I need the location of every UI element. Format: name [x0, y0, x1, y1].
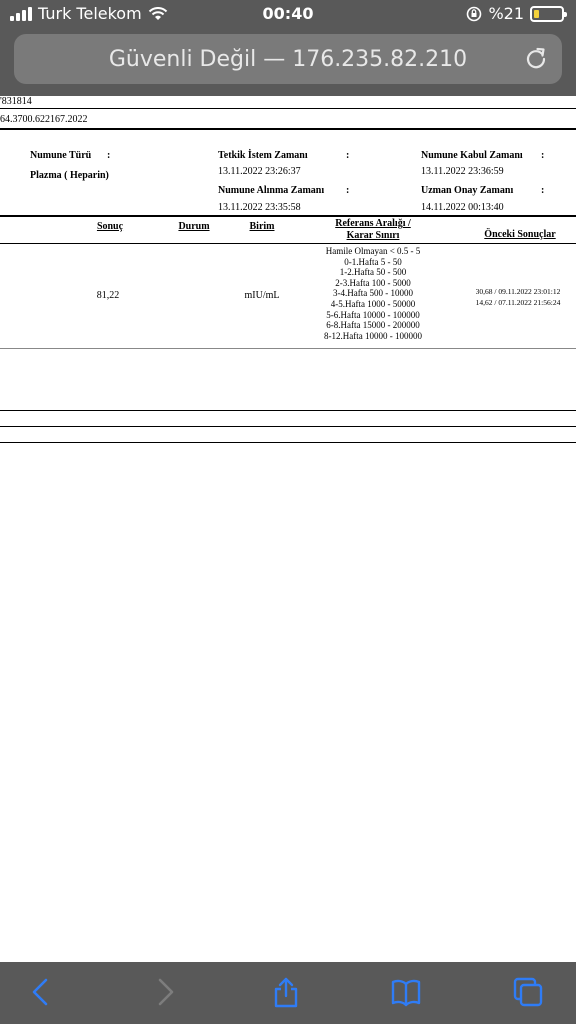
browser-toolbar	[0, 962, 576, 1024]
battery-icon	[530, 6, 564, 22]
approval-time-label: Uzman Onay Zamanı	[421, 185, 514, 196]
reference-line: 2-3.Hafta 100 - 5000	[335, 277, 411, 288]
sample-number-line: 64.3700.622167.2022	[0, 114, 88, 125]
col-header-previous: Önceki Sonuçlar	[484, 229, 556, 240]
request-time-label: Tetkik İstem Zamanı	[218, 150, 308, 161]
previous-result-line: 30,68 / 09.11.2022 23:01:12	[475, 287, 561, 296]
result-value: 81,22	[96, 290, 120, 301]
divider	[0, 243, 576, 244]
address-bar-title: Güvenli Değil — 176.235.82.210	[108, 46, 468, 72]
accept-time-label: Numune Kabul Zamanı	[421, 150, 523, 161]
status-bar	[0, 4, 576, 26]
bookmarks-icon[interactable]	[390, 976, 422, 1008]
reference-line: Hamile Olmayan < 0.5 - 5	[325, 246, 421, 256]
carrier-name: Turk Telekom	[38, 4, 142, 23]
divider	[0, 108, 576, 109]
divider	[0, 215, 576, 217]
share-icon[interactable]	[270, 976, 302, 1008]
reference-line: 6-8.Hafta 15000 - 200000	[326, 320, 420, 331]
colon: :	[107, 150, 111, 161]
address-bar[interactable]	[14, 34, 562, 84]
clock: 00:40	[262, 4, 314, 23]
colon: :	[346, 185, 350, 196]
col-header-unit: Birim	[249, 221, 275, 232]
sample-type-value: Plazma ( Heparin)	[30, 170, 109, 181]
back-icon[interactable]	[26, 976, 58, 1008]
col-header-status: Durum	[178, 221, 210, 232]
divider	[0, 348, 576, 349]
previous-results	[462, 286, 574, 308]
battery-percent: %21	[488, 4, 524, 23]
divider	[0, 442, 576, 443]
request-time-value: 13.11.2022 23:26:37	[218, 166, 301, 177]
tabs-icon[interactable]	[512, 976, 544, 1008]
colon: :	[346, 150, 350, 161]
reference-range-list	[300, 246, 446, 341]
divider	[0, 128, 576, 130]
divider	[0, 410, 576, 411]
colon: :	[541, 185, 545, 196]
reference-line: 8-12.Hafta 10000 - 100000	[324, 330, 422, 341]
reference-line: 4-5.Hafta 1000 - 50000	[330, 298, 416, 309]
lab-report-page	[0, 96, 576, 962]
divider	[0, 426, 576, 427]
report-id-line: '831814	[0, 96, 32, 107]
colon: :	[541, 150, 545, 161]
reload-icon[interactable]	[524, 46, 548, 70]
collection-time-label: Numune Alınma Zamanı	[218, 185, 325, 196]
reference-line: 0-1.Hafta 5 - 50	[344, 256, 402, 267]
browser-top-chrome	[0, 0, 576, 96]
sample-type-label: Numune Türü	[30, 150, 92, 161]
reference-line: 5-6.Hafta 10000 - 100000	[326, 309, 420, 320]
status-right	[466, 4, 564, 23]
unit-value: mIU/mL	[244, 290, 280, 301]
previous-result-line: 14,62 / 07.11.2022 21:56:24	[475, 298, 561, 307]
reference-line: 1-2.Hafta 50 - 500	[339, 267, 407, 278]
orientation-lock-icon	[466, 6, 482, 22]
col-header-result: Sonuç	[96, 221, 124, 232]
accept-time-value: 13.11.2022 23:36:59	[421, 166, 504, 177]
approval-time-value: 14.11.2022 00:13:40	[421, 202, 504, 213]
col-header-reference-1: Referans Aralığı /	[335, 218, 411, 229]
col-header-reference-2: Karar Sınırı	[346, 230, 400, 241]
reference-line: 3-4.Hafta 500 - 10000	[333, 288, 413, 299]
forward-icon[interactable]	[148, 976, 180, 1008]
collection-time-value: 13.11.2022 23:35:58	[218, 202, 301, 213]
